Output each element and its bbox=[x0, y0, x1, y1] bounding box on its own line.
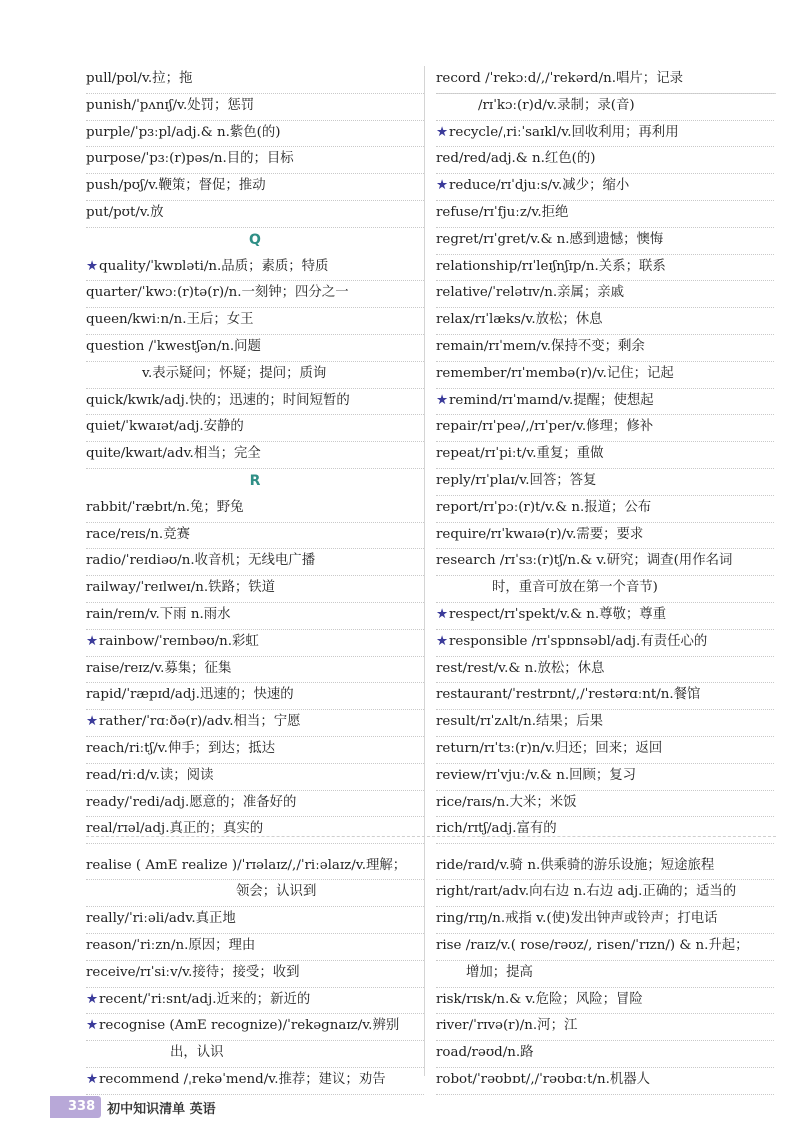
dictionary-entry: punish/ˈpʌnɪʃ/v.处罚；惩罚 bbox=[86, 93, 424, 121]
dictionary-entry: research /rɪˈsɜː(r)tʃ/n.& v.研究；调查(用作名词 bbox=[436, 548, 774, 576]
dictionary-entry: rabbit/ˈræbɪt/n.兔；野兔 bbox=[86, 495, 424, 523]
dictionary-entry: 增加；提高 bbox=[436, 960, 774, 988]
dictionary-entry: radio/ˈreɪdiəʊ/n.收音机；无线电广播 bbox=[86, 548, 424, 576]
dictionary-entry: relax/rɪˈlæks/v.放松；休息 bbox=[436, 307, 774, 335]
dictionary-entry: receive/rɪˈsiːv/v.接待；接受；收到 bbox=[86, 960, 424, 988]
dictionary-entry: ring/rɪŋ/n.戒指 v.(使)发出钟声或铃声；打电话 bbox=[436, 906, 774, 934]
dictionary-entry: rest/rest/v.& n.放松；休息 bbox=[436, 656, 774, 684]
dictionary-entry: ready/ˈredi/adj.愿意的；准备好的 bbox=[86, 790, 424, 818]
page-number: 338 bbox=[50, 1096, 101, 1118]
dictionary-entry: rapid/ˈræpɪd/adj.迅速的；快速的 bbox=[86, 682, 424, 710]
dictionary-entry: real/rɪəl/adj.真正的；真实的 bbox=[86, 816, 424, 844]
dictionary-entry: ★quality/ˈkwɒləti/n.品质；素质；特质 bbox=[86, 254, 424, 282]
page-footer bbox=[50, 1096, 216, 1118]
dictionary-entry: report/rɪˈpɔː(r)t/v.& n.报道；公布 bbox=[436, 495, 774, 523]
dictionary-entry: quick/kwɪk/adj.快的；迅速的；时间短暂的 bbox=[86, 388, 424, 416]
dictionary-entry: quite/kwaɪt/adv.相当；完全 bbox=[86, 441, 424, 469]
dictionary-entry: v.表示疑问；怀疑；提问；质询 bbox=[86, 361, 424, 389]
dictionary-entry: push/pʊʃ/v.鞭策；督促；推动 bbox=[86, 173, 424, 201]
book-title: 初中知识清单 英语 bbox=[107, 1101, 216, 1117]
star-icon: ★ bbox=[86, 1071, 99, 1087]
dictionary-entry: 出，认识 bbox=[86, 1040, 424, 1068]
dictionary-entry: really/ˈriːəli/adv.真正地 bbox=[86, 906, 424, 934]
dictionary-entry: record /ˈrekɔːd/,/ˈrekərd/n.唱片；记录 bbox=[436, 66, 774, 94]
dictionary-entry: question /ˈkwestʃən/n.问题 bbox=[86, 334, 424, 362]
dictionary-entry: rice/raɪs/n.大米；米饭 bbox=[436, 790, 774, 818]
dictionary-entry: realise ( AmE realize )/ˈrɪəlaɪz/,/ˈriːəlaɪz/v.理解； bbox=[86, 853, 424, 881]
dictionary-entry: read/riːd/v.读；阅读 bbox=[86, 763, 424, 791]
star-icon: ★ bbox=[86, 714, 99, 730]
star-icon: ★ bbox=[436, 124, 449, 140]
letter-heading: Q bbox=[249, 231, 261, 248]
dictionary-entry: queen/kwiːn/n.王后；女王 bbox=[86, 307, 424, 335]
dictionary-entry: reason/ˈriːzn/n.原因；理由 bbox=[86, 933, 424, 961]
dictionary-entry: require/rɪˈkwaɪə(r)/v.需要；要求 bbox=[436, 522, 774, 550]
dictionary-entry: ★rather/ˈrɑːðə(r)/adv.相当；宁愿 bbox=[86, 709, 424, 737]
dictionary-entry: ★responsible /rɪˈspɒnsəbl/adj.有责任心的 bbox=[436, 629, 774, 657]
dictionary-entry: ★rainbow/ˈreɪnbəʊ/n.彩虹 bbox=[86, 629, 424, 657]
dictionary-entry: race/reɪs/n.竞赛 bbox=[86, 522, 424, 550]
dictionary-entry: repair/rɪˈpeə/,/rɪˈper/v.修理；修补 bbox=[436, 414, 774, 442]
dictionary-entry: reply/rɪˈplaɪ/v.回答；答复 bbox=[436, 468, 774, 496]
dictionary-entry: raise/reɪz/v.募集；征集 bbox=[86, 656, 424, 684]
dictionary-entry: 时，重音可放在第一个音节) bbox=[436, 575, 774, 603]
dictionary-entry: regret/rɪˈgret/v.& n.感到遗憾；懊悔 bbox=[436, 227, 774, 255]
dictionary-entry: remember/rɪˈmembə(r)/v.记住；记起 bbox=[436, 361, 774, 389]
dictionary-entry: pull/pʊl/v.拉；拖 bbox=[86, 66, 424, 94]
dictionary-entry: refuse/rɪˈfjuːz/v.拒绝 bbox=[436, 200, 774, 228]
star-icon: ★ bbox=[86, 258, 99, 274]
dictionary-entry: remain/rɪˈmeɪn/v.保持不变；剩余 bbox=[436, 334, 774, 362]
dictionary-entry: risk/rɪsk/n.& v.危险；风险；冒险 bbox=[436, 987, 774, 1015]
dictionary-entry: ★recommend /ˌrekəˈmend/v.推荐；建议；劝告 bbox=[86, 1067, 424, 1095]
star-icon: ★ bbox=[86, 991, 99, 1007]
dictionary-entry: ride/raɪd/v.骑 n.供乘骑的游乐设施；短途旅程 bbox=[436, 853, 774, 881]
dictionary-entry: robot/ˈrəʊbɒt/,/ˈrəʊbɑːt/n.机器人 bbox=[436, 1067, 774, 1095]
dictionary-entry: relative/ˈrelətɪv/n.亲属；亲戚 bbox=[436, 280, 774, 308]
dictionary-entry: quarter/ˈkwɔː(r)tə(r)/n.一刻钟；四分之一 bbox=[86, 280, 424, 308]
star-icon: ★ bbox=[86, 1018, 99, 1034]
dictionary-entry: repeat/rɪˈpiːt/v.重复；重做 bbox=[436, 441, 774, 469]
dictionary-entry: quiet/ˈkwaɪət/adj.安静的 bbox=[86, 414, 424, 442]
dictionary-entry: /rɪˈkɔː(r)d/v.录制；录(音) bbox=[436, 93, 774, 121]
dictionary-entry: railway/ˈreɪlweɪ/n.铁路；铁道 bbox=[86, 575, 424, 603]
star-icon: ★ bbox=[436, 607, 449, 622]
star-icon: ★ bbox=[436, 178, 449, 194]
dictionary-entry: return/rɪˈtɜː(r)n/v.归还；回来；返回 bbox=[436, 736, 774, 764]
star-icon: ★ bbox=[436, 392, 449, 408]
dictionary-entry: restaurant/ˈrestrɒnt/,/ˈrestərɑːnt/n.餐馆 bbox=[436, 682, 774, 710]
dictionary-entry: river/ˈrɪvə(r)/n.河；江 bbox=[436, 1013, 774, 1041]
dictionary-entry: put/pʊt/v.放 bbox=[86, 200, 424, 228]
dictionary-entry: red/red/adj.& n.红色(的) bbox=[436, 146, 774, 174]
star-icon: ★ bbox=[436, 633, 449, 649]
dictionary-entry: 领会；认识到 bbox=[86, 879, 424, 907]
dictionary-entry: relationship/rɪˈleɪʃnʃɪp/n.关系；联系 bbox=[436, 254, 774, 282]
dictionary-entry: rain/reɪn/v.下雨 n.雨水 bbox=[86, 602, 424, 630]
column-divider bbox=[424, 66, 425, 1076]
dictionary-entry: ★recycle/ˌriːˈsaɪkl/v.回收利用；再利用 bbox=[436, 120, 774, 148]
star-icon: ★ bbox=[86, 633, 99, 649]
dictionary-entry: purple/ˈpɜːpl/adj.& n.紫色(的) bbox=[86, 120, 424, 148]
dictionary-entry: rich/rɪtʃ/adj.富有的 bbox=[436, 816, 774, 844]
dictionary-entry: review/rɪˈvjuː/v.& n.回顾；复习 bbox=[436, 763, 774, 791]
dictionary-entry: ★respect/rɪˈspekt/v.& n.尊敬；尊重 bbox=[436, 602, 774, 630]
dictionary-entry: ★recognise (AmE recognize)/ˈrekəgnaɪz/v.辨别 bbox=[86, 1013, 424, 1041]
dictionary-entry: right/raɪt/adv.向右边 n.右边 adj.正确的；适当的 bbox=[436, 879, 774, 907]
dictionary-entry: reach/riːtʃ/v.伸手；到达；抵达 bbox=[86, 736, 424, 764]
dictionary-entry: ★reduce/rɪˈdjuːs/v.减少；缩小 bbox=[436, 173, 774, 201]
dictionary-entry: result/rɪˈzʌlt/n.结果；后果 bbox=[436, 709, 774, 737]
dictionary-entry: road/rəʊd/n.路 bbox=[436, 1040, 774, 1068]
dictionary-entry: ★remind/rɪˈmaɪnd/v.提醒；使想起 bbox=[436, 388, 774, 416]
dictionary-entry: ★recent/ˈriːsnt/adj.近来的；新近的 bbox=[86, 987, 424, 1015]
dictionary-entry: rise /raɪz/v.( rose/rəʊz/, risen/ˈrɪzn/) & n.升起； bbox=[436, 933, 774, 961]
dictionary-entry: purpose/ˈpɜː(r)pəs/n.目的；目标 bbox=[86, 146, 424, 174]
letter-heading: R bbox=[249, 473, 261, 489]
